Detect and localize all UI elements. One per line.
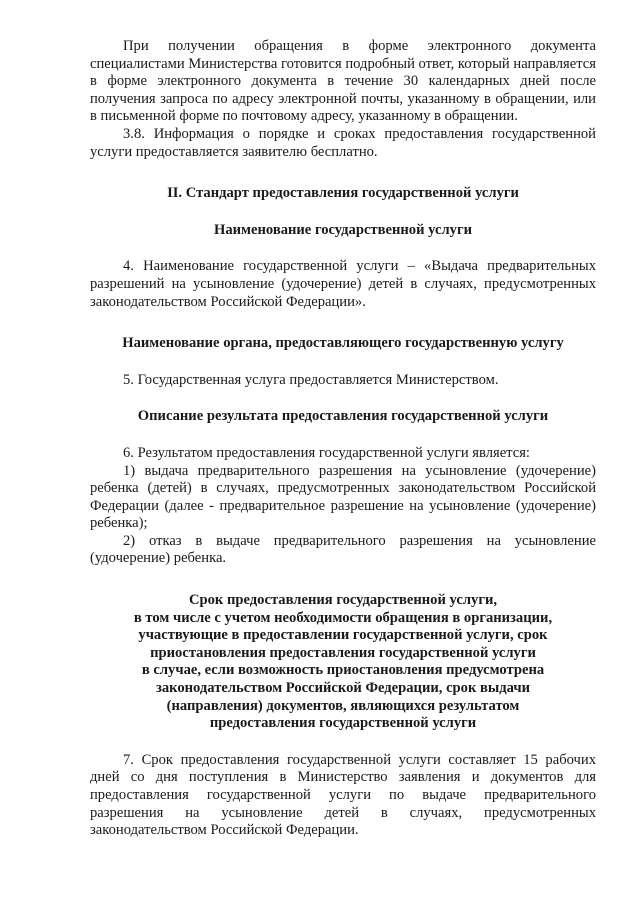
result-heading: Описание результата предоставления государственной услуги (137, 408, 549, 425)
term-heading-line: в том числе с учетом необходимости обращения в организации, (133, 609, 553, 626)
authority-heading: Наименование органа, предоставляющего государственную услугу (122, 335, 564, 352)
paragraph-4: 4. Наименование государственной услуги – «Выдача предварительных разрешений на усыновление (удочерение) детей в случаях, предусмотренных законодательством Российской Федерации». (90, 258, 596, 310)
section-2-title: II. Стандарт предоставления государственной услуги (167, 185, 519, 202)
term-heading-line: законодательством Российской Федерации, срок выдачи (155, 680, 531, 697)
paragraph-7: 7. Срок предоставления государственной услуги составляет 15 рабочих дней со дня поступления в Министерство заявления и документов для предоставления государственной услуги по выдаче предварительного разрешения на усыновление детей в случаях, предусмотренных законодательством Российской Федерации. (90, 751, 596, 839)
term-heading-line: (направления) документов, являющихся результатом (166, 697, 520, 714)
term-heading-line: приостановления предоставления государственной услуги (150, 644, 536, 661)
paragraph-5: 5. Государственная услуга предоставляется Министерством. (123, 371, 499, 388)
term-heading-line: участвующие в предоставлении государственной услуги, срок (138, 627, 548, 644)
paragraph-6-item-2: 2) отказ в выдаче предварительного разрешения на усыновление (удочерение) ребенка. (90, 532, 596, 567)
document-page (90, 38, 596, 840)
term-heading-line: Срок предоставления государственной услуги, (188, 592, 498, 609)
term-heading-line: в случае, если возможность приостановления предусмотрена (141, 662, 545, 679)
paragraph-6-item-1: 1) выдача предварительного разрешения на усыновление (удочерение) ребенка (детей) в случаях, предусмотренных законодательством Российской Федерации (далее - предварительное разрешение на усыновление (удочерение) ребенка); (90, 462, 596, 532)
service-name-heading: Наименование государственной услуги (214, 221, 472, 238)
paragraph-3-8: 3.8. Информация о порядке и сроках предоставления государственной услуги предоставляется заявителю бесплатно. (90, 125, 596, 160)
term-heading-line: предоставления государственной услуги (209, 715, 477, 732)
paragraph-email-reply: При получении обращения в форме электронного документа специалистами Министерства готовится подробный ответ, который направляется в форме электронного документа в течение 30 календарных дней после получения запроса по адресу электронной почты, указанному в обращении, или в письменной форме по почтовому адресу, указанному в обращении. (90, 38, 596, 125)
paragraph-6: 6. Результатом предоставления государственной услуги является: (123, 444, 530, 461)
term-heading (90, 592, 596, 733)
